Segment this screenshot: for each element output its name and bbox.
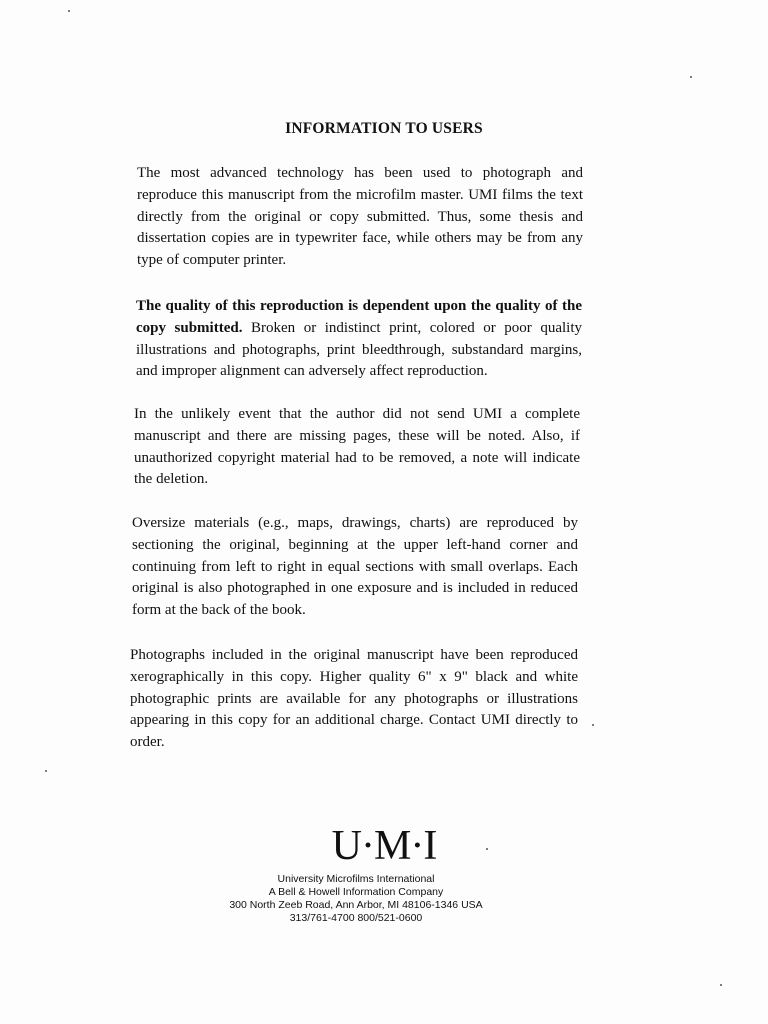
footer-parent-company: A Bell & Howell Information Company — [268, 886, 444, 898]
paragraph-oversize-materials: Oversize materials (e.g., maps, drawings, charts) are reproduced by sectioning the original, beginning at the upper left-hand corner and continuing from left to right in equal sections with small overlaps. Each original is also photographed in one exposure and is included in reduced form at the back of the book. — [132, 515, 578, 619]
paragraph-missing-pages: In the unlikely event that the author did not send UMI a complete manuscript and there are missing pages, these will be noted. Also, if unauthorized copyright material had to be removed, a note will indicate the deletion. — [134, 406, 580, 488]
umi-logo: U·M·I — [331, 823, 437, 869]
scan-speck — [720, 984, 722, 986]
scan-speck — [690, 76, 692, 78]
quality-statement: The quality of this reproduction is dependent upon the quality of the copy submitted. — [136, 298, 582, 336]
scan-speck — [45, 770, 47, 772]
scan-speck — [68, 10, 70, 12]
paragraph-technology: The most advanced technology has been used to photograph and reproduce this manuscript from the microfilm master. UMI films the text directly from the original or copy submitted. Thus, some thesis and dissertation copies are in typewriter face, while others may be from any type of computer printer. — [137, 165, 583, 269]
footer-phone-numbers: 313/761-4700 800/521-0600 — [289, 912, 423, 924]
paragraph-quality — [136, 296, 582, 383]
scan-speck — [592, 724, 594, 726]
paragraph-photographs: Photographs included in the original manuscript have been reproduced xerographically in this copy. Higher quality 6" x 9" black and white photographic prints are available for any photographs or illustrations appearing in this copy for an additional charge. Contact UMI directly to order. — [130, 647, 578, 751]
quality-details: Broken or indistinct print, colored or poor quality illustrations and photographs, print bleedthrough, substandard margins, and improper alignment can adversely affect reproduction. — [136, 319, 582, 380]
footer-company-name: University Microfilms International — [277, 873, 435, 885]
page-title: INFORMATION TO USERS — [285, 120, 483, 137]
scan-speck — [486, 848, 488, 850]
footer-address: 300 North Zeeb Road, Ann Arbor, MI 48106-1346 USA — [229, 899, 483, 911]
